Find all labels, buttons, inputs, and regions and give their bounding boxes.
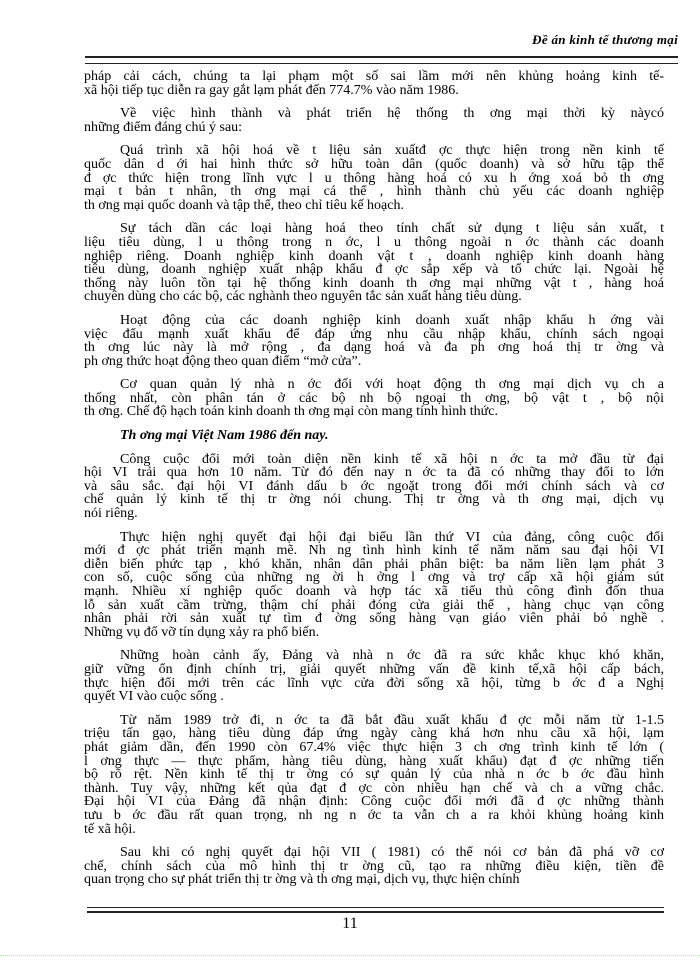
text-line: ph ơng thức hoạt động theo quan điểm “mở cửa”. [84, 353, 362, 369]
text-line: thành. Tuy vậy, những kết qủa đạt đ ợc còn nhiều hạn chế và ch a vững chắc. [84, 780, 664, 796]
text-line: những điểm đáng chú ý sau: [84, 119, 243, 135]
document-body [84, 70, 664, 897]
text-line: lỗ sản xuất cầm trừng, thậm chí phải đóng cửa giải thể , hàng chục vạn công [84, 597, 664, 613]
text-line: Hoạt động của các doanh nghiệp kinh doanh xuất nhập khẩu h ớng vài [120, 312, 664, 328]
text-line: Công cuộc đổi mới toàn diện nền kinh tế xã hội n ớc ta mở đầu từ đại [120, 451, 664, 467]
text-line: tưu b ớc đầu rất quan trọng, nh ng n ớc ta vẫn ch a ra khỏi khủng hoảng kinh [84, 807, 664, 823]
text-line: thống này luôn tồn tại hệ thống kinh doanh th ơng mại những vật t , hàng hoá [84, 275, 664, 291]
text-line: Sau khi có nghị quyết đại hội VII ( 1981) có thể nói cơ bản đã phá vỡ cơ [120, 845, 664, 861]
paragraph [84, 531, 664, 640]
text-line: mới đ ợc phát triển mạnh mẽ. Nh ng tình hình kinh tế năm năm sau đại hội VI [84, 543, 664, 559]
text-line: hội VI trải qua hơn 10 năm. Từ đó đến nay n ớc ta đã có những thay đổi to lớn [84, 465, 664, 481]
text-line: thực hiện đổi mới trên các lĩnh vực cửa đời sống xã hội, từng b ớc đ a Nghị [84, 675, 664, 691]
paragraph [84, 222, 664, 304]
text-line: th ơng. Chế độ hạch toán kinh doanh th ơng mại còn mang tính hình thức. [84, 404, 498, 420]
paragraph [84, 453, 664, 521]
paragraph [84, 378, 664, 419]
text-line: liệu tiêu dùng, l u thông trong n ớc, l u thông ngoài n ớc thành các doanh [84, 234, 664, 250]
text-line: đ ợc thức hiện trong lĩnh vực l u thông hàng hoá có xu h ớng xoá bỏ th ơng [84, 170, 664, 186]
text-line: quyết VI vào cuộc sống . [84, 689, 224, 705]
text-line: mại t bản t nhân, th ơng mại cá thể , hình thành chủ yếu các doanh nghiệp [84, 184, 664, 200]
paragraph [84, 144, 664, 212]
text-line: l ơng thực — thực phẩm, hàng tiêu dùng, hàng xuất khẩu) đạt đ ợc những tiến [84, 753, 664, 769]
text-line: Về việc hình thành và phát triển hệ thống th ơng mại thời kỳ nàycó [120, 106, 664, 122]
paragraph [84, 846, 664, 887]
footer-rule [87, 907, 664, 913]
text-line: Quá trình xã hội hoá về t liệu sản xuấtđ ợc thực hiện trong nền kinh tế [120, 143, 664, 159]
text-line: th ơng lúc này là mở rộng , đa dạng hoá và đa ph ơng hoá thị tr ờng và [84, 340, 664, 356]
header-rule [85, 56, 678, 64]
paragraph [84, 714, 664, 836]
page-boundary [0, 955, 700, 956]
text-line: Thực hiện nghị quyết đại hội đại biểu lần thứ VI của đảng, công cuộc đổi [120, 529, 664, 545]
section-heading [84, 429, 664, 443]
text-line: và sâu sắc. đại hội VI đánh dấu b ớc ngoặt trong đổi mới chính sách và cơ [84, 478, 664, 494]
text-line: Những hoàn cảnh ấy, Đảng và nhà n ớc đã ra sức khắc khục khó khăn, [120, 648, 664, 664]
text-line: chế, chính sách của mô hình thị tr ờng cũ, tạo ra những điều kiện, tiền đề [84, 858, 664, 874]
text-line: nghiệp riêng. Doanh nghiệp kinh doanh vật t , doanh nghiệp kinh doanh hàng [84, 248, 664, 264]
page-number: 11 [342, 915, 358, 932]
text-line: phát giảm dần, đến 1990 còn 67.4% việc thực hiện 3 ch ơng trình kinh tế lớn ( [84, 739, 664, 755]
text-line: pháp cải cách, chúng ta lại phạm một số sai lầm mới nên khủng hoảng kinh tế- [84, 69, 664, 84]
text-line: nói riêng. [84, 506, 138, 522]
text-line: th ơng mại quốc doanh và tập thể, theo chỉ tiêu kế hoạch. [84, 197, 404, 213]
text-line: bộ rõ rệt. Nền kinh tế thị tr ờng có sự quản lý của nhà n ớc b ớc đầu hình [84, 767, 664, 783]
text-line: xã hội tiếp tục diễn ra gay gắt lạm phát đến 774.7% vào năm 1986. [84, 82, 459, 98]
text-line: tế xã hội. [84, 821, 136, 837]
text-line: quan trọng cho sự phát triển thị tr ờng và th ơng mại, dịch vụ, thực hiện chính [84, 872, 520, 888]
text-line: quốc dân d ới hai hình thức sở hữu toàn dân (quốc doanh) và sở hữu tập thể [84, 156, 664, 172]
paragraph [84, 314, 664, 368]
paragraph [84, 649, 664, 703]
paragraph [84, 70, 664, 97]
text-line: mạnh. Nhiều xí nghiệp quốc doanh và hợp tác xã tiểu thủ công đình đốn thua [84, 584, 664, 599]
text-line: giữ vững ổn định chính trị, giải quyết những vấn đề kinh tế,xã hội cấp bách, [84, 661, 664, 677]
text-line: con số, cuộc sống của những ng ời h ởng l ơng và trợ cấp xã hội giảm sút [84, 570, 664, 586]
running-header-title: Đề án kinh tế thương mại [532, 32, 678, 47]
text-line: chuyên dùng cho các bộ, các nghành theo nguyên tắc sản xuất hàng tiêu dùng. [84, 289, 522, 305]
text-line: Đại hội VI của Đảng đã nhận định: Công cuộc đổi mới đã đ ợc những thành [84, 794, 664, 810]
text-line: Cơ quan quản lý nhà n ớc đối với hoạt động th ơng mại dịch vụ ch a [120, 377, 664, 393]
text-line: chế quản lý kinh tế thị tr ờng nói chung. Thị tr ờng và th ơng mại, dịch vụ [84, 492, 664, 508]
text-line: nhân phải rời sản xuất tự tìm đ ờng sống hàng vạn giáo viên phải bỏ nghề . [84, 611, 664, 627]
text-line: Th ơng mại Việt Nam 1986 đến nay. [120, 428, 329, 444]
text-line: việc đẩu mạnh xuất khẩu để đáp ứng nhu cầu nhập khẩu, chính sách ngoại [84, 326, 664, 342]
paragraph [84, 107, 664, 134]
text-line: diễn biến phức tạp , khó khăn, nhân dân phải phân biệt: ba năm liền lạm phát 3 [84, 556, 664, 572]
text-line: tiêu dùng, doanh nghiệp xuất nhập khẩu đ ợc sắp xếp và tổ chức lại. Ngoài hệ [84, 262, 664, 278]
text-line: Sự tách dần các loại hàng hoá theo tính chất sử dụng t liệu sản xuất, t [120, 221, 664, 237]
text-line: Những vụ đổ vỡ tín dụng xảy ra phổ biến. [84, 624, 320, 640]
text-line: triệu tấn gạo, hàng tiêu dùng đáp ứng ngày càng khá hơn nhu cầu xã hội, lạm [84, 726, 664, 742]
text-line: thống nhất, còn phân tán ở các bộ nh bộ ngoại th ơng, bộ vật t , bộ nội [84, 390, 664, 406]
text-line: Từ năm 1989 trở đi, n ớc ta đã bắt đầu xuất khẩu đ ợc mỗi năm từ 1-1.5 [120, 712, 664, 728]
